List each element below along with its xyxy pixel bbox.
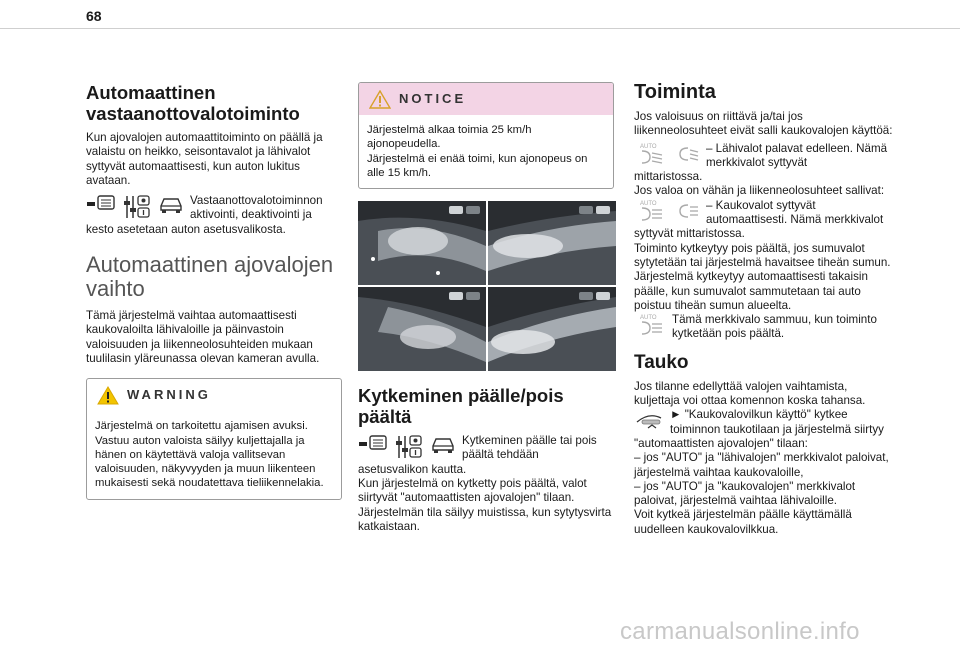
column-left — [86, 82, 342, 500]
warning-triangle-icon — [97, 386, 119, 405]
sliders-icon — [394, 434, 424, 460]
icon-text-row — [634, 313, 896, 342]
auto-lowbeam-icon — [638, 142, 666, 164]
warning-title: WARNING — [127, 387, 211, 403]
illustration-3 — [358, 287, 486, 371]
car-icon — [430, 434, 456, 454]
icon-text-row — [634, 199, 896, 228]
warning-body: Järjestelmä on tarkoitettu ajamisen avuksi. Vastuu auton valoista säilyy kuljettajalla ja hänen on käytettävä valoja vallitsevan valoisuuden, näkyvyyden ja muun liikenteen mukaisesti sekä noudatettava tieliikennelakia. — [95, 420, 324, 490]
sliders-icon — [122, 194, 152, 220]
paragraph-function-intro: Jos valoisuus on riittävä ja/tai jos liikenneolosuhteet eivät salli kaukovalojen käyttöä: — [634, 110, 893, 138]
heading-auto-headlamp-switch: Automaattinen ajovalojen vaihto — [86, 252, 334, 302]
svg-text:AUTO: AUTO — [640, 315, 657, 322]
svg-text:AUTO: AUTO — [640, 200, 657, 207]
icon-text-row — [358, 434, 614, 463]
paragraph-headlamp-switch: Tämä järjestelmä vaihtaa automaattisesti kaukovaloilta lähivaloille ja päinvastoin valoisuuden ja liikenneolosuhteiden mukaan tuulilasin yläreunassa olevan kameran avulla. — [86, 309, 320, 365]
column-middle — [358, 82, 614, 534]
page-number: 68 — [86, 8, 102, 24]
icon-text-row — [634, 408, 896, 437]
notice-title: NOTICE — [399, 90, 467, 106]
indicator-badge — [449, 206, 480, 214]
inline-text: ► "Kaukovalovilkun käyttö" kytkee toiminnon taukotilaan ja järjestelmä siirtyy — [670, 408, 884, 436]
heading-auto-guide-lighting: Automaattinen vastaanottovalotoiminto — [86, 82, 300, 124]
indicator-badge — [579, 292, 610, 300]
paragraph-on-off: asetusvalikon kautta. Kun järjestelmä on kytketty pois päältä, valot siirtyvät "automaattisten ajovalojen" tilaan. Järjestelmän tila säilyy muistissa, kun sytytysvirta katkaistaan. — [358, 462, 612, 533]
notice-header — [359, 83, 613, 115]
auto-indicator-icon — [638, 313, 666, 335]
illustration-4 — [488, 287, 616, 371]
heading-function: Toiminta — [634, 81, 716, 103]
headlamp-illustrations — [358, 201, 616, 371]
auto-highbeam-icon — [638, 199, 666, 221]
settings-icon-group — [358, 434, 456, 463]
column-right — [634, 82, 896, 537]
notice-triangle-icon — [369, 90, 391, 109]
warning-box — [86, 378, 342, 499]
heading-on-off: Kytkeminen päälle/pois päältä — [358, 385, 564, 428]
header-rule — [0, 28, 960, 29]
paragraph-pause: "automaattisten ajovalojen" tilaan: – jos "AUTO" ja "lähivalojen" merkkivalot paloivat, järjestelmä vaihtaa kaukovaloille, – jos "AUTO" ja "kaukovalojen" merkkivalot paloivat, järjestelmä vaihtaa lähivaloille. Voit kytkeä järjestelmän päälle käyttämällä uudelleen kaukovalovilkkua. — [634, 436, 889, 536]
heading-pause: Tauko — [634, 351, 689, 373]
lowbeam-icon — [672, 142, 700, 164]
watermark: carmanualsonline.info — [620, 618, 860, 645]
indicator-badge — [449, 292, 480, 300]
inline-text: Tämä merkkivalo sammuu, kun toiminto kytketään pois päältä. — [672, 313, 877, 341]
paragraph-pause-intro: Jos tilanne edellyttää valojen vaihtamista, kuljettaja voi ottaa komennon koska tahansa. — [634, 379, 866, 408]
indicator-icon-group — [638, 142, 700, 171]
paragraph-function-2: syttyvät mittaristossa. Toiminto kytkeytyy pois päältä, jos sumuvalot sytytetään tai järjestelmä havaitsee tiheän sumun. Järjestelmä kytkeytyy automaattisesti takaisin päälle, kun sumuvalot sammutetaan tai auto poistuu tiheän sumun alueelta. — [634, 227, 891, 312]
indicator-icon-group — [638, 313, 666, 342]
highbeam-icon — [672, 199, 700, 221]
screen-touch-icon — [86, 194, 116, 216]
icon-text-row — [634, 142, 896, 171]
indicator-icon-group — [638, 199, 700, 228]
screen-touch-icon — [358, 434, 388, 456]
illustration-1 — [358, 201, 486, 285]
settings-icon-group — [86, 194, 184, 223]
notice-box — [358, 82, 614, 189]
warning-header — [87, 379, 341, 411]
paragraph-guide-lighting: Kun ajovalojen automaattitoiminto on päällä ja valaistu on heikko, seisontavalot ja lähivalot syttyvät automaattisesti, kun auton lukitus avataan. — [86, 131, 323, 187]
indicator-badge — [579, 206, 610, 214]
steering-stalk-icon — [634, 408, 664, 432]
notice-body: Järjestelmä alkaa toimia 25 km/h ajonopeudella. Järjestelmä ei enää toimi, kun ajonopeus on alle 15 km/h. — [367, 124, 588, 179]
inline-text: – Lähivalot palavat edelleen. Nämä merkkivalot syttyvät — [706, 141, 888, 169]
car-icon — [158, 194, 184, 214]
inline-text: Vastaanottovalotoiminnon aktivointi, deaktivointi ja — [190, 194, 323, 222]
illustration-2 — [488, 201, 616, 285]
paragraph-function-1: mittaristossa. Jos valoa on vähän ja liikenneolosuhteet sallivat: — [634, 170, 885, 198]
inline-text: – Kaukovalot syttyvät automaattisesti. Nämä merkkivalot — [706, 198, 884, 227]
inline-text: Kytkeminen päälle tai pois päältä tehdään — [462, 434, 597, 462]
icon-text-row — [86, 194, 342, 223]
svg-text:AUTO: AUTO — [640, 143, 657, 150]
paragraph-settings-menu: kesto asetetaan auton asetusvalikosta. — [86, 222, 286, 236]
